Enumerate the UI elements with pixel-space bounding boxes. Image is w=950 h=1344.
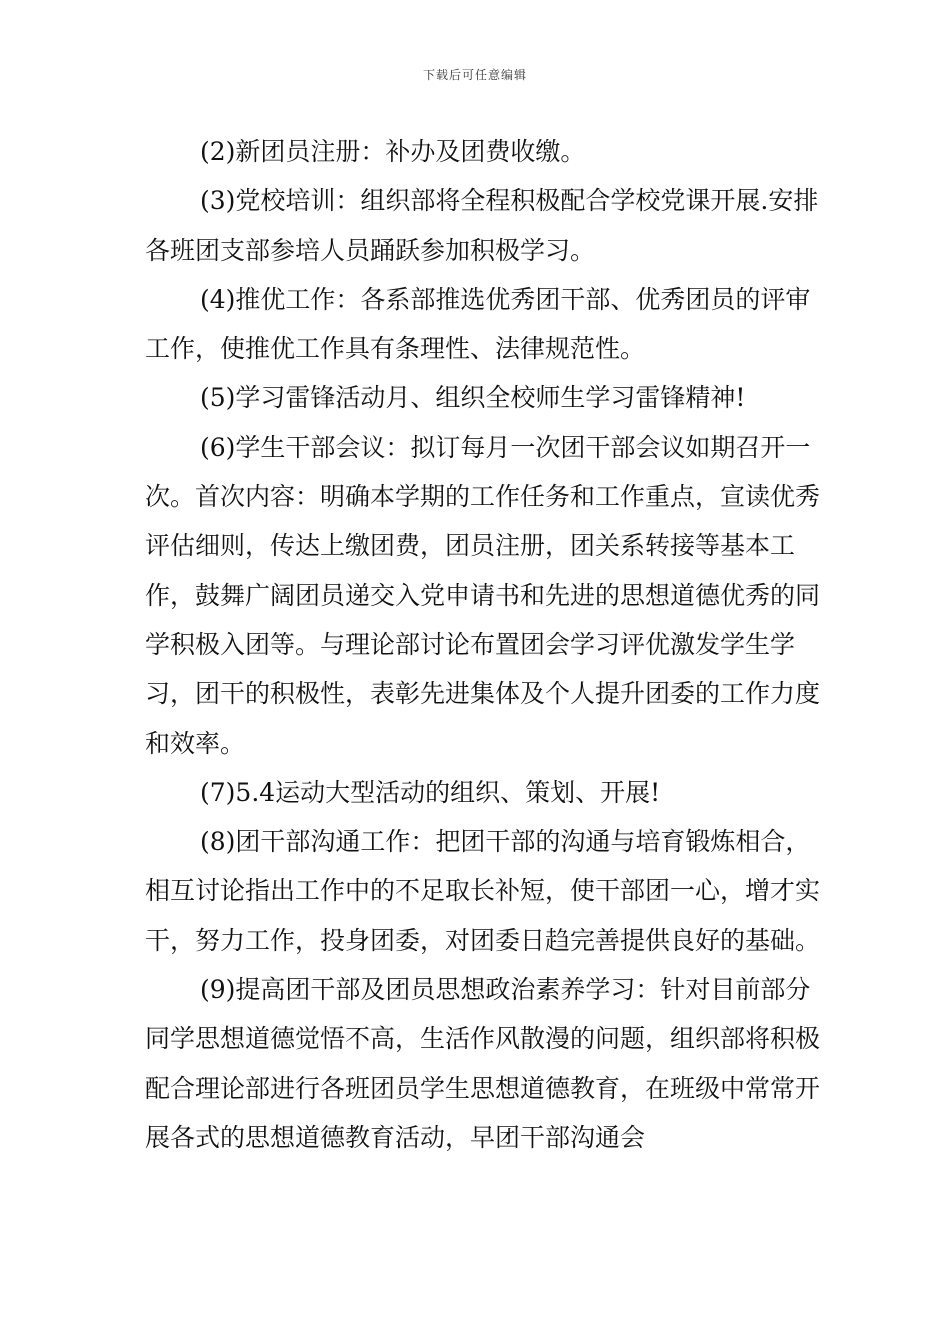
paragraph-item-5: (5)学习雷锋活动月、组织全校师生学习雷锋精神! [200,383,746,413]
paragraph-item-3: (3)党校培训：组织部将全程积极配合学校党课开展.安排各班团支部参培人员踊跃参加积极学习。 [145,186,819,265]
document-body [145,127,825,1162]
paragraph-item-9: (9)提高团干部及团员思想政治素养学习：针对目前部分同学思想道德觉悟不高，生活作风散漫的问题，组织部将积极配合理论部进行各班团员学生思想道德教育，在班级中常常开展各式的思想道德教育活动，早团干部沟通会 [145,975,821,1152]
paragraph-item-7: (7)5.4运动大型活动的组织、策划、开展! [200,777,661,807]
paragraph-item-2: (2)新团员注册：补办及团费收缴。 [200,137,586,166]
page-header-note: 下载后可任意编辑 [422,68,527,82]
paragraph-item-8: (8)团干部沟通工作：把团干部的沟通与培育锻炼相合，相互讨论指出工作中的不足取长补短，使干部团一心，增才实干，努力工作，投身团委，对团委日趋完善提供良好的基础。 [145,827,821,955]
paragraph-item-4: (4)推优工作：各系部推选优秀团干部、优秀团员的评审工作，使推优工作具有条理性、法律规范性。 [145,284,811,364]
paragraph-item-6: (6)学生干部会议：拟订每月一次团干部会议如期召开一次。首次内容：明确本学期的工作任务和工作重点，宣读优秀评估细则，传达上缴团费，团员注册，团关系转接等基本工作，鼓舞广阔团员递交入党申请书和先进的思想道德优秀的同学积极入团等。与理论部讨论布置团会学习评优激发学生学习，团干的积极性，表彰先进集体及个人提升团委的工作力度和效率。 [145,432,821,758]
